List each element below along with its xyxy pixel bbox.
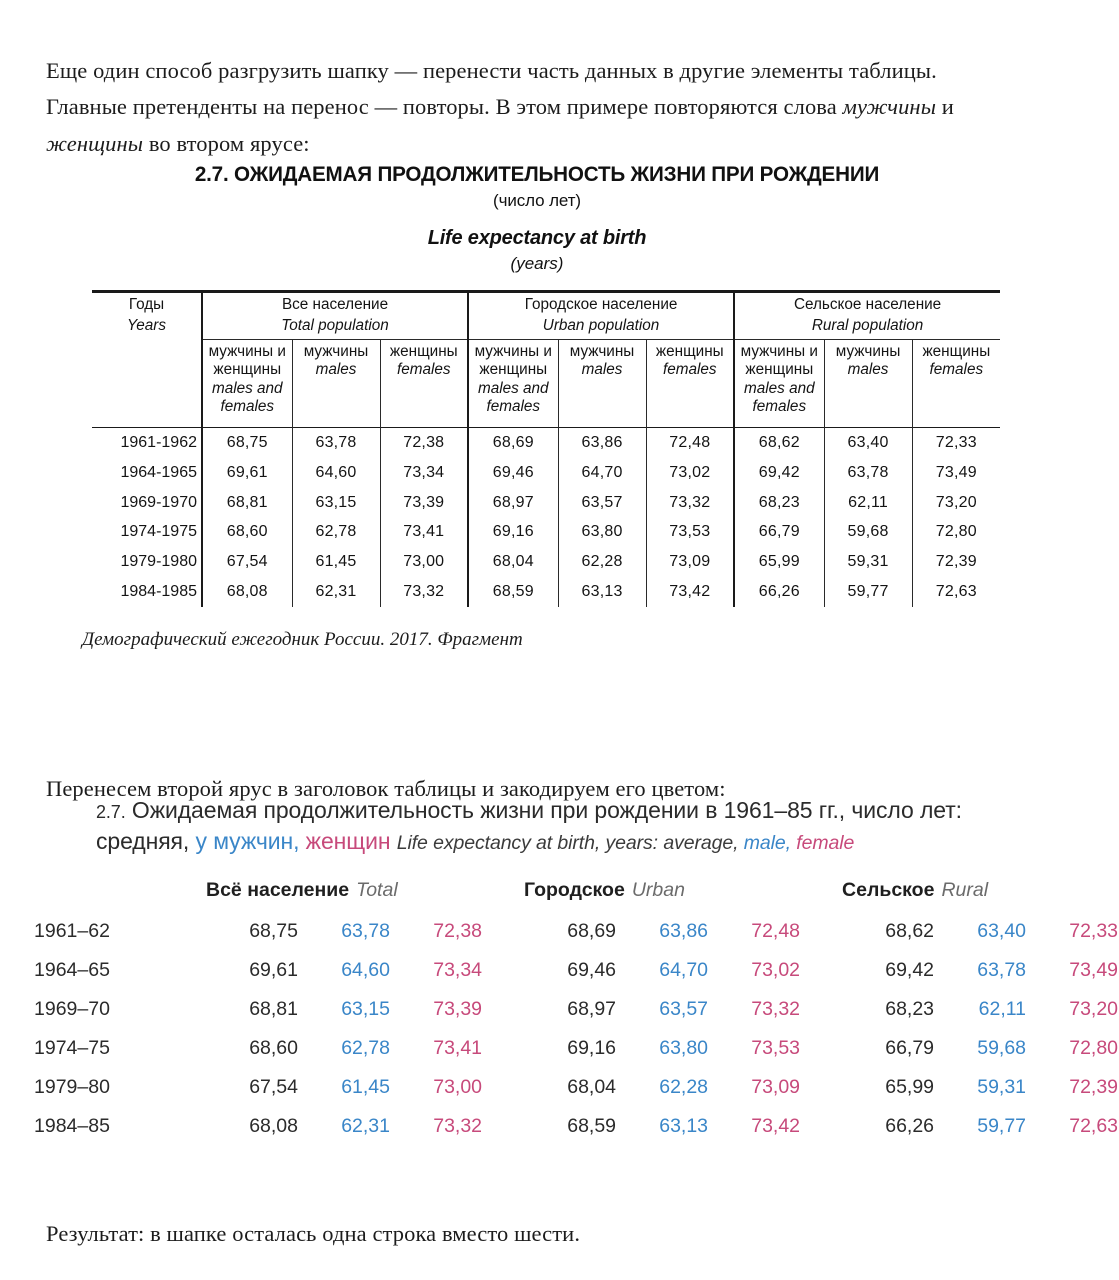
clean-cell-spacer <box>164 1068 206 1107</box>
scanned-cell-value: 73,49 <box>912 458 1000 488</box>
clean-cell-average: 69,61 <box>249 958 298 981</box>
scanned-cell-years: 1969-1970 <box>120 493 197 511</box>
clean-cell-male: 62,31 <box>341 1114 390 1137</box>
clean-title-en-male: male, <box>743 831 791 854</box>
clean-title-en-prefix: Life expectancy at birth, years: average, <box>396 831 739 854</box>
scanned-cell-value: 68,81 <box>202 488 292 518</box>
scanned-cell-value: 73,00 <box>380 547 468 577</box>
clean-cell-years: 1969–70 <box>34 997 110 1020</box>
clean-cell-average: 66,26 <box>885 1114 935 1137</box>
clean-cell-years: 1984–85 <box>34 1114 110 1137</box>
scanned-subheader-total-female <box>380 339 468 427</box>
clean-cell-average: 66,79 <box>885 1036 935 1059</box>
scanned-cell-years: 1974-1975 <box>120 523 197 541</box>
clean-cell-female: 72,38 <box>433 919 483 942</box>
scanned-sub-male-en-urban: males <box>581 361 623 379</box>
clean-cell-average: 68,75 <box>249 919 298 942</box>
scanned-cell-value: 68,69 <box>468 427 558 457</box>
clean-group-urban-en: Urban <box>631 878 685 901</box>
clean-cell-average: 68,97 <box>567 997 617 1020</box>
clean-cell-female: 73,00 <box>433 1075 483 1098</box>
scanned-header-group-rural <box>734 292 1000 340</box>
clean-cell-female: 72,33 <box>1069 919 1119 942</box>
scanned-cell-value: 73,32 <box>646 488 734 518</box>
clean-group-total-ru: Всё население <box>206 878 350 901</box>
scanned-sub-both-ru-2-urban: женщины <box>479 361 548 379</box>
scanned-cell-value: 72,39 <box>912 547 1000 577</box>
scanned-subheader-urban-both <box>468 339 558 427</box>
scanned-sub-male-ru-rural: мужчины <box>835 342 901 360</box>
clean-cell-male: 62,28 <box>659 1075 709 1098</box>
scanned-table-block <box>82 162 991 651</box>
clean-cell-average: 68,59 <box>567 1114 617 1137</box>
scanned-cell-value: 72,80 <box>912 517 1000 547</box>
scanned-title-ru: 2.7. ОЖИДАЕМАЯ ПРОДОЛЖИТЕЛЬНОСТЬ ЖИЗНИ ПРИ РОЖДЕНИИ <box>194 162 880 186</box>
scanned-cell-value: 63,40 <box>824 427 912 457</box>
scanned-cell-value: 61,45 <box>292 547 380 577</box>
scanned-cell-years: 1961-1962 <box>92 427 202 457</box>
scanned-cell-value: 62,31 <box>292 577 380 607</box>
scanned-header-row-subcolumns <box>92 339 1000 427</box>
clean-cell-male: 64,70 <box>659 958 709 981</box>
clean-cell-female: 73,53 <box>751 1036 801 1059</box>
clean-title-en-female: female <box>796 831 855 854</box>
clean-cell-spacer <box>164 912 206 951</box>
clean-cell-male: 61,45 <box>341 1075 390 1098</box>
clean-cell-average: 68,08 <box>249 1114 298 1137</box>
intro-emphasis-female: женщины <box>46 130 144 156</box>
scanned-sub-female-ru-urban: женщины <box>655 342 724 360</box>
scanned-group-rural-en: Rural population <box>811 316 924 334</box>
clean-cell-spacer <box>482 1107 524 1146</box>
table-row <box>92 488 1000 518</box>
scanned-sub-male-en: males <box>315 361 357 379</box>
table-row <box>34 951 1118 990</box>
scanned-cell-value: 68,59 <box>468 577 558 607</box>
scanned-cell-value: 62,11 <box>824 488 912 518</box>
scanned-sub-both-en-2-rural: females <box>752 397 807 415</box>
clean-header-group-urban <box>524 879 800 912</box>
scanned-header-row-groups <box>92 292 1000 340</box>
scanned-subheader-rural-male <box>824 339 912 427</box>
table-row <box>34 1068 1118 1107</box>
clean-cell-female: 73,20 <box>1069 997 1119 1020</box>
scanned-sub-both-en-1-rural: males and <box>744 379 815 397</box>
clean-header-spacer-3 <box>800 879 842 912</box>
clean-cell-spacer <box>164 1029 206 1068</box>
scanned-cell-value: 73,09 <box>646 547 734 577</box>
scanned-cell-value: 63,57 <box>558 488 646 518</box>
clean-header-spacer-1 <box>164 879 206 912</box>
clean-cell-female: 73,34 <box>433 958 483 981</box>
clean-cell-female: 73,49 <box>1069 958 1119 981</box>
scanned-cell-value: 67,54 <box>202 547 292 577</box>
scanned-header-years-en: Years <box>126 316 167 334</box>
scanned-sub-both-en-1-urban: males and <box>477 379 549 397</box>
intro-paragraph <box>46 53 976 163</box>
scanned-cell-value: 63,78 <box>292 427 380 457</box>
scanned-cell-value: 59,31 <box>824 547 912 577</box>
scanned-sub-male-ru-urban: мужчины <box>569 342 635 360</box>
clean-cell-male: 63,80 <box>659 1036 709 1059</box>
scanned-cell-value: 62,28 <box>558 547 646 577</box>
table-row <box>92 427 1000 457</box>
clean-cell-average: 68,81 <box>249 997 298 1020</box>
scanned-cell-value: 63,80 <box>558 517 646 547</box>
scanned-cell-value: 69,16 <box>468 517 558 547</box>
clean-cell-male: 62,11 <box>978 997 1027 1020</box>
clean-cell-average: 68,23 <box>885 997 935 1020</box>
scanned-subheader-rural-female <box>912 339 1000 427</box>
scanned-sub-both-en-1: males and <box>211 379 283 397</box>
clean-title-en <box>397 832 854 854</box>
scanned-group-total-en: Total population <box>281 316 389 334</box>
scanned-subtitle-en: (years) <box>510 254 564 273</box>
table-row <box>34 1029 1118 1068</box>
clean-table-body <box>34 912 1118 1146</box>
clean-group-rural-en: Rural <box>941 878 989 901</box>
clean-cell-average: 68,60 <box>249 1036 298 1059</box>
clean-title-number: 2.7. <box>96 802 126 822</box>
scanned-sub-both-ru-1: мужчины и <box>208 342 286 360</box>
intro-text-part1: Еще один способ разгрузить шапку — перенести часть данных в другие элементы таблицы. Главные претенденты на перенос — повторы. В этом примере повторяются слова <box>46 57 937 120</box>
clean-data-table <box>34 879 1118 1146</box>
scanned-cell-value: 62,78 <box>292 517 380 547</box>
table-row <box>34 990 1118 1029</box>
clean-cell-spacer <box>164 1107 206 1146</box>
clean-cell-average: 67,54 <box>249 1075 298 1098</box>
clean-cell-average: 68,69 <box>567 919 617 942</box>
clean-header-spacer-2 <box>482 879 524 912</box>
scanned-data-table <box>92 290 1000 607</box>
clean-group-total-en: Total <box>356 878 398 901</box>
scanned-header-group-urban <box>468 292 734 340</box>
scanned-cell-value: 73,42 <box>646 577 734 607</box>
clean-cell-female: 73,02 <box>751 958 801 981</box>
clean-cell-average: 65,99 <box>885 1075 935 1098</box>
scanned-subtitle-ru: (число лет) <box>493 191 581 210</box>
clean-cell-spacer <box>482 990 524 1029</box>
scanned-sub-female-ru-rural: женщины <box>922 342 991 360</box>
scanned-header-years-ru: Годы <box>128 296 165 313</box>
clean-group-urban-ru: Городское <box>524 878 625 901</box>
intro-text-mid: и <box>936 94 954 120</box>
clean-title-female: женщин <box>305 827 391 854</box>
clean-cell-spacer <box>482 1068 524 1107</box>
table-row <box>34 1107 1118 1146</box>
scanned-table-titles <box>92 162 982 274</box>
clean-header-years-spacer <box>34 879 164 912</box>
clean-cell-spacer <box>800 990 842 1029</box>
clean-cell-spacer <box>482 912 524 951</box>
scanned-cell-value: 59,68 <box>824 517 912 547</box>
clean-cell-male: 63,78 <box>341 919 390 942</box>
scanned-cell-value: 72,38 <box>380 427 468 457</box>
scanned-subheader-rural-both <box>734 339 824 427</box>
clean-cell-years: 1974–75 <box>34 1036 110 1059</box>
scanned-group-total-ru: Все население <box>281 296 389 313</box>
scanned-cell-value: 69,42 <box>734 458 824 488</box>
scanned-cell-years: 1979-1980 <box>120 553 197 571</box>
clean-header-row <box>34 879 1118 912</box>
scanned-cell-value: 73,34 <box>380 458 468 488</box>
clean-cell-female: 73,42 <box>751 1114 801 1137</box>
scanned-cell-value: 73,39 <box>380 488 468 518</box>
clean-cell-male: 63,86 <box>659 919 709 942</box>
scanned-cell-value: 64,70 <box>558 458 646 488</box>
scanned-sub-both-ru-2: женщины <box>213 361 282 379</box>
scanned-cell-value: 68,08 <box>202 577 292 607</box>
scanned-cell-value: 72,33 <box>912 427 1000 457</box>
clean-cell-male: 59,77 <box>977 1114 1027 1137</box>
scanned-group-urban-en: Urban population <box>542 316 660 334</box>
clean-title-average: средняя, <box>96 827 190 854</box>
scanned-cell-value: 73,20 <box>912 488 1000 518</box>
scanned-subheader-total-male <box>292 339 380 427</box>
clean-cell-female: 73,39 <box>433 997 483 1020</box>
scanned-sub-female-ru: женщины <box>389 342 458 360</box>
scanned-title-en: Life expectancy at birth <box>427 227 647 249</box>
clean-cell-male: 63,15 <box>341 997 390 1020</box>
clean-title-main: Ожидаемая продолжительность жизни при рождении в 1961–85 гг., число лет: <box>125 797 962 823</box>
scanned-cell-value: 68,23 <box>734 488 824 518</box>
clean-cell-female: 73,41 <box>433 1036 483 1059</box>
table-row <box>92 547 1000 577</box>
scanned-table-caption: Демографический ежегодник России. 2017. Фрагмент <box>82 628 523 650</box>
clean-cell-male: 63,57 <box>659 997 709 1020</box>
scanned-cell-value: 66,26 <box>734 577 824 607</box>
scanned-group-urban-ru: Городское население <box>524 296 678 313</box>
scanned-cell-value: 63,86 <box>558 427 646 457</box>
clean-cell-female: 72,39 <box>1069 1075 1119 1098</box>
clean-cell-male: 59,31 <box>977 1075 1027 1098</box>
scanned-sub-male-en-rural: males <box>847 361 889 379</box>
scanned-cell-value: 64,60 <box>292 458 380 488</box>
clean-cell-average: 68,62 <box>885 919 935 942</box>
scanned-header-group-total <box>202 292 468 340</box>
clean-title-male: у мужчин, <box>195 827 300 854</box>
scanned-sub-male-ru: мужчины <box>303 342 369 360</box>
clean-cell-male: 63,78 <box>977 958 1027 981</box>
clean-cell-spacer <box>800 951 842 990</box>
table-row <box>34 912 1118 951</box>
clean-cell-years: 1964–65 <box>34 958 110 981</box>
transition-paragraph: Перенесем второй ярус в заголовок таблицы и закодируем его цветом: <box>46 775 726 801</box>
scanned-cell-value: 63,78 <box>824 458 912 488</box>
clean-cell-male: 62,78 <box>341 1036 390 1059</box>
scanned-cell-value: 68,75 <box>202 427 292 457</box>
scanned-subheader-total-both <box>202 339 292 427</box>
scanned-cell-value: 69,61 <box>202 458 292 488</box>
scanned-cell-value: 72,48 <box>646 427 734 457</box>
result-paragraph: Результат: в шапке осталась одна строка вместо шести. <box>46 1220 581 1246</box>
scanned-cell-value: 68,62 <box>734 427 824 457</box>
scanned-sub-female-en: females <box>396 361 451 379</box>
clean-table-block <box>34 795 1119 1146</box>
scanned-cell-value: 73,53 <box>646 517 734 547</box>
clean-cell-female: 73,09 <box>751 1075 801 1098</box>
scanned-cell-value: 73,41 <box>380 517 468 547</box>
clean-cell-spacer <box>800 912 842 951</box>
scanned-cell-years: 1964-1965 <box>120 463 197 481</box>
clean-cell-spacer <box>164 990 206 1029</box>
scanned-sub-both-ru-2-rural: женщины <box>745 361 814 379</box>
scanned-cell-value: 73,02 <box>646 458 734 488</box>
scanned-sub-female-en-urban: females <box>663 361 717 379</box>
scanned-cell-value: 63,15 <box>292 488 380 518</box>
clean-cell-average: 68,04 <box>567 1075 617 1098</box>
scanned-cell-value: 65,99 <box>734 547 824 577</box>
scanned-cell-value: 68,04 <box>468 547 558 577</box>
clean-cell-spacer <box>164 951 206 990</box>
clean-cell-male: 63,13 <box>659 1114 709 1137</box>
scanned-cell-value: 68,60 <box>202 517 292 547</box>
clean-table-title <box>96 795 996 857</box>
clean-cell-spacer <box>800 1068 842 1107</box>
clean-cell-average: 69,16 <box>567 1036 617 1059</box>
clean-cell-spacer <box>482 1029 524 1068</box>
scanned-sub-both-ru-1-urban: мужчины и <box>474 342 552 360</box>
clean-header-group-rural <box>842 879 1118 912</box>
scanned-cell-value: 73,32 <box>380 577 468 607</box>
clean-cell-spacer <box>482 951 524 990</box>
clean-cell-years: 1979–80 <box>34 1075 110 1098</box>
clean-cell-male: 59,68 <box>977 1036 1027 1059</box>
clean-cell-spacer <box>800 1107 842 1146</box>
scanned-sub-both-en-2-urban: females <box>486 397 541 415</box>
clean-cell-female: 72,80 <box>1069 1036 1119 1059</box>
clean-cell-female: 72,63 <box>1069 1114 1119 1137</box>
table-row <box>92 517 1000 547</box>
clean-cell-spacer <box>800 1029 842 1068</box>
scanned-group-rural-ru: Сельское население <box>793 296 942 313</box>
clean-group-rural-ru: Сельское <box>842 878 935 901</box>
scanned-cell-years: 1984-1985 <box>120 583 197 601</box>
scanned-cell-value: 69,46 <box>468 458 558 488</box>
scanned-subheader-urban-male <box>558 339 646 427</box>
scanned-cell-value: 63,13 <box>558 577 646 607</box>
clean-cell-average: 69,42 <box>885 958 935 981</box>
scanned-sub-female-en-rural: females <box>929 361 984 379</box>
scanned-sub-both-en-2: females <box>220 397 275 415</box>
clean-cell-average: 69,46 <box>567 958 617 981</box>
clean-cell-female: 72,48 <box>751 919 801 942</box>
scanned-table-body <box>92 427 1000 606</box>
intro-emphasis-male: мужчины <box>842 94 937 120</box>
scanned-cell-value: 72,63 <box>912 577 1000 607</box>
clean-cell-male: 63,40 <box>977 919 1027 942</box>
scanned-sub-both-ru-1-rural: мужчины и <box>740 342 818 360</box>
intro-text-part2: во втором ярусе: <box>143 130 310 156</box>
scanned-subheader-urban-female <box>646 339 734 427</box>
clean-cell-years: 1961–62 <box>34 919 110 942</box>
scanned-cell-value: 68,97 <box>468 488 558 518</box>
scanned-cell-value: 66,79 <box>734 517 824 547</box>
clean-cell-male: 64,60 <box>341 958 390 981</box>
clean-header-group-total <box>206 879 482 912</box>
clean-cell-female: 73,32 <box>433 1114 483 1137</box>
table-row <box>92 577 1000 607</box>
scanned-cell-value: 59,77 <box>824 577 912 607</box>
scanned-header-years <box>92 292 202 428</box>
table-row <box>92 458 1000 488</box>
clean-cell-female: 73,32 <box>751 997 801 1020</box>
